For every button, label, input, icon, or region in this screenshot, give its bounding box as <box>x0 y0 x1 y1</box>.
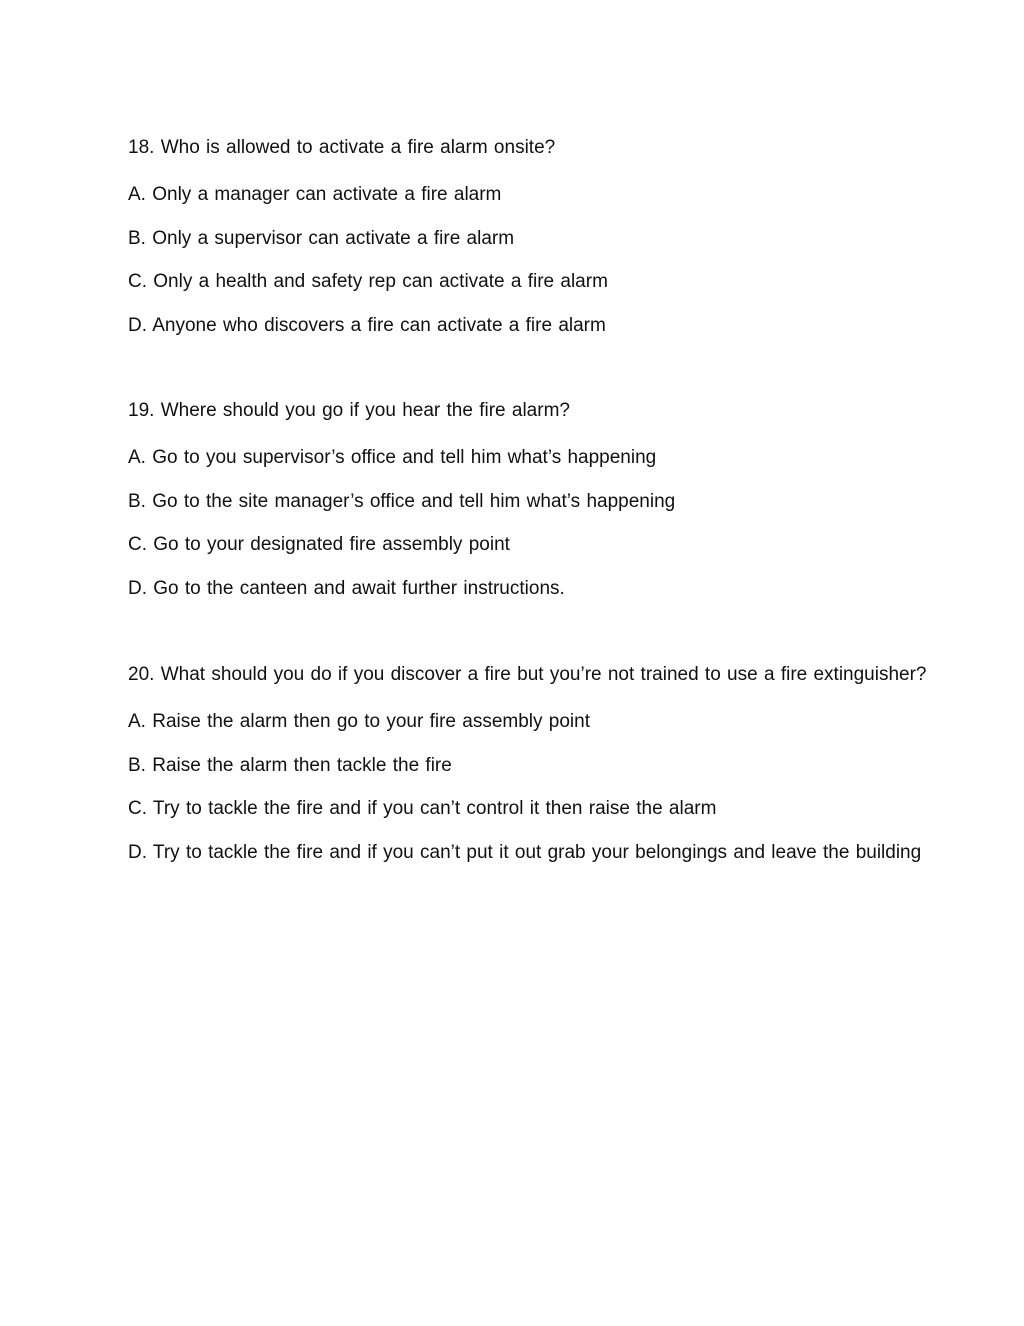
answer-option-b: B. Go to the site manager’s office and tell him what’s happening <box>128 490 676 512</box>
answer-options <box>128 710 958 864</box>
question-20 <box>128 663 958 864</box>
answer-option-a: A. Raise the alarm then go to your fire assembly point <box>128 711 591 732</box>
question-19 <box>128 399 958 600</box>
answer-options <box>128 446 958 600</box>
question-text: 19. Where should you go if you hear the fire alarm? <box>128 400 570 421</box>
answer-option-d: D. Go to the canteen and await further instructions. <box>128 577 565 599</box>
answer-options <box>128 183 958 337</box>
answer-option-c: C. Try to tackle the fire and if you can’t control it then raise the alarm <box>128 798 717 819</box>
answer-option-d: D. Anyone who discovers a fire can activate a fire alarm <box>128 314 606 336</box>
answer-option-b: B. Raise the alarm then tackle the fire <box>128 754 452 776</box>
answer-option-b: B. Only a supervisor can activate a fire alarm <box>128 227 515 249</box>
answer-option-c: C. Only a health and safety rep can activate a fire alarm <box>128 271 608 292</box>
answer-option-a: A. Only a manager can activate a fire alarm <box>128 184 502 205</box>
answer-option-a: A. Go to you supervisor’s office and tell him what’s happening <box>128 447 657 468</box>
answer-option-d: D. Try to tackle the fire and if you can’t put it out grab your belongings and leave the building <box>128 841 922 863</box>
question-18 <box>128 136 958 337</box>
answer-option-c: C. Go to your designated fire assembly point <box>128 534 510 555</box>
question-text: 20. What should you do if you discover a fire but you’re not trained to use a fire extinguisher? <box>128 664 927 685</box>
question-text: 18. Who is allowed to activate a fire alarm onsite? <box>128 137 556 158</box>
